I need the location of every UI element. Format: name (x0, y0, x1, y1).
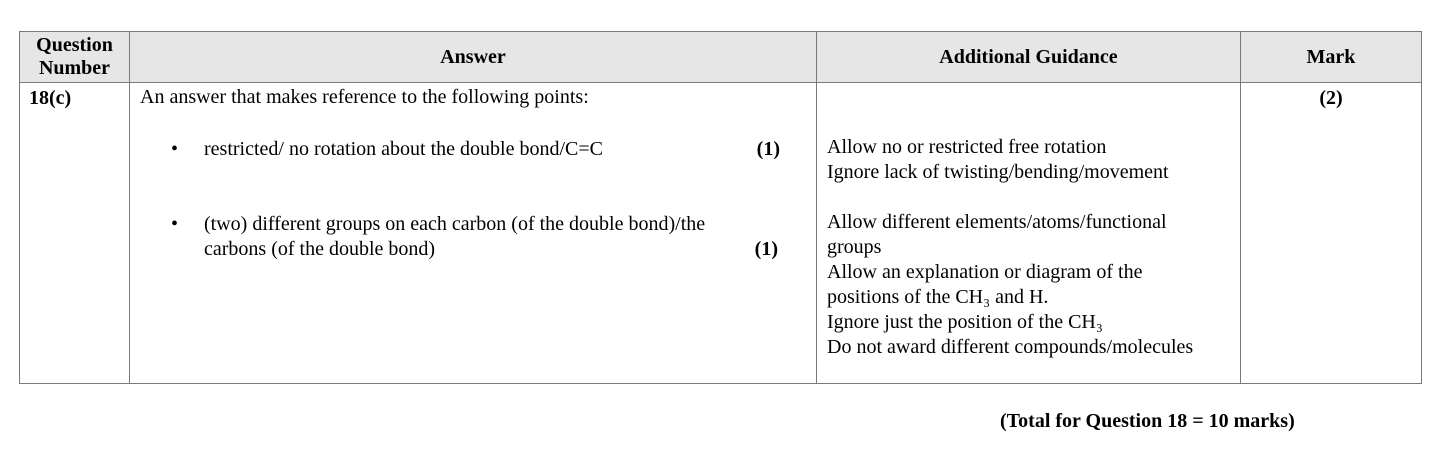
answer-point-2-text (204, 212, 764, 262)
answer-intro: An answer that makes reference to the following points: (140, 86, 589, 108)
question-number-cell: 18(c) (20, 83, 130, 384)
guidance-cell (817, 83, 1241, 384)
bullet-icon: • (171, 213, 179, 235)
guidance-line: Allow no or restricted free rotation (827, 136, 1107, 158)
mark-cell: (2) (1241, 83, 1422, 384)
header-answer: Answer (130, 32, 817, 83)
guidance-block-2 (827, 210, 1232, 360)
header-additional-guidance: Additional Guidance (817, 32, 1241, 83)
guidance-block-1 (827, 135, 1232, 185)
header-question-number (20, 32, 130, 83)
header-mark: Mark (1241, 32, 1422, 83)
guidance-line: positions of the CH₃ and H. (827, 286, 1049, 308)
answer-cell (130, 83, 817, 384)
answer-point-1-text: restricted/ no rotation about the double bond/C=C (204, 138, 603, 160)
guidance-line: Do not award different compounds/molecules (827, 336, 1194, 358)
header-question-number-line2: Number (38, 57, 111, 79)
guidance-line: groups (827, 236, 882, 258)
answer-point-2-mark: (1) (754, 238, 778, 260)
guidance-line: Allow an explanation or diagram of the (827, 261, 1143, 283)
answer-point-1-mark: (1) (756, 138, 780, 160)
answer-point-2-line2: carbons (of the double bond) (204, 238, 436, 260)
mark-scheme-table (19, 31, 1422, 384)
guidance-line: Ignore lack of twisting/bending/movement (827, 161, 1169, 183)
answer-point-2-line1: (two) different groups on each carbon (of the double bond)/the (204, 213, 706, 235)
answer-point-2 (130, 212, 816, 262)
table-row (20, 83, 1422, 384)
header-row (20, 32, 1422, 83)
bullet-icon: • (171, 138, 179, 160)
guidance-line: Allow different elements/atoms/functional (827, 211, 1167, 233)
question-total: (Total for Question 18 = 10 marks) (1000, 410, 1295, 432)
guidance-line: Ignore just the position of the CH₃ (827, 311, 1103, 333)
header-question-number-line1: Question (36, 34, 113, 56)
